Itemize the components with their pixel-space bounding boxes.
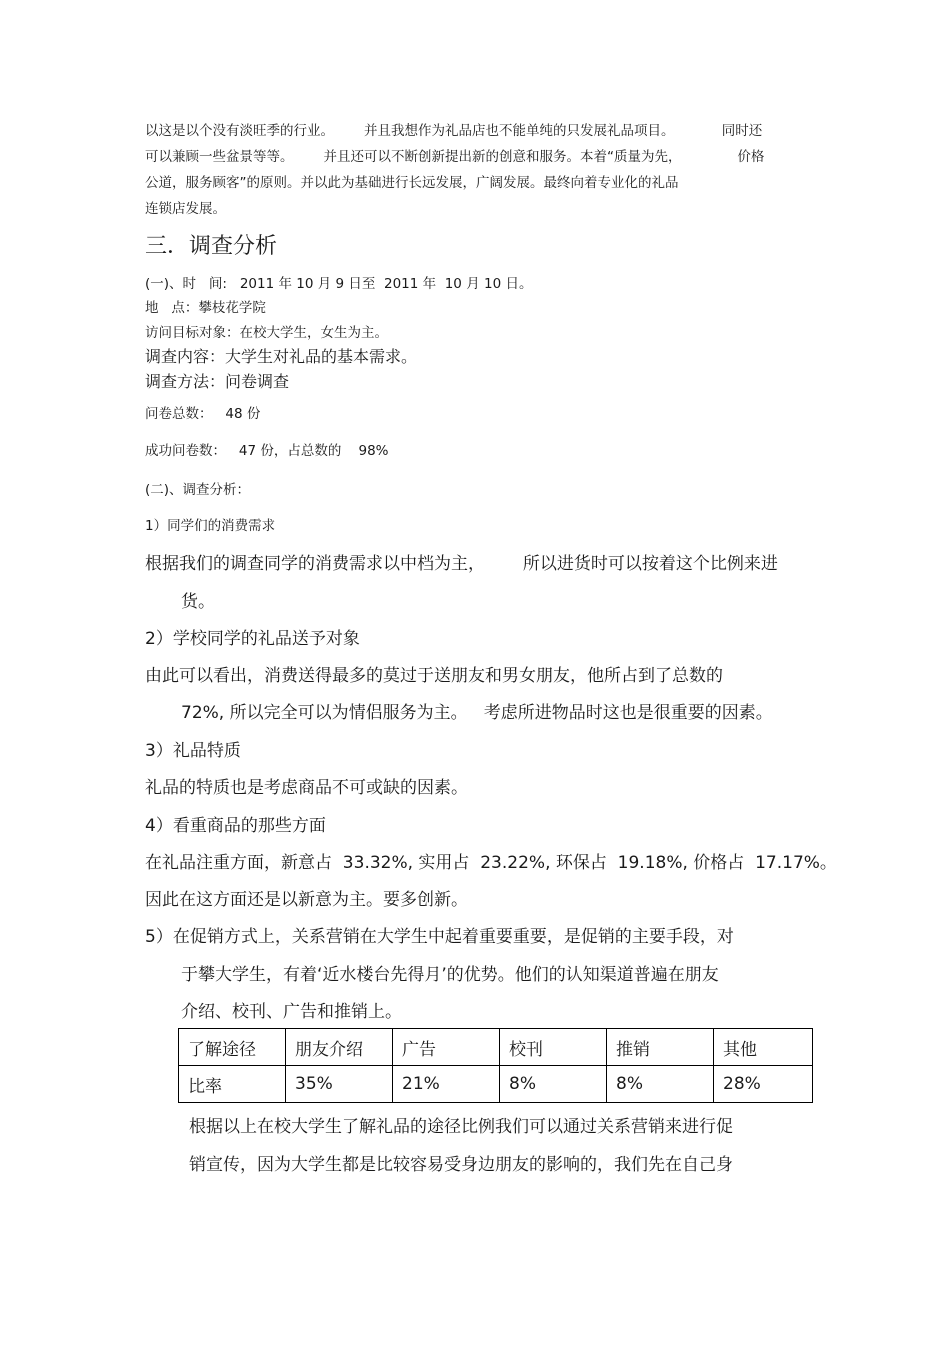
- table-cell: 35%: [286, 1066, 393, 1103]
- table-header-row: [179, 1029, 813, 1066]
- intro-line-1: 以这是以个没有淡旺季的行业。 并且我想作为礼品店也不能单纯的只发展礼品项目。 同时还: [145, 123, 763, 139]
- table-cell: 校刊: [500, 1029, 607, 1066]
- survey-content: 调查内容：大学生对礼品的基本需求。: [145, 347, 418, 366]
- table-row: [179, 1066, 813, 1103]
- item3-heading: 3）礼品特质: [145, 741, 241, 761]
- table-cell: 其他: [714, 1029, 813, 1066]
- table-cell: 比率: [179, 1066, 286, 1103]
- analysis-heading: (二)、调查分析：: [145, 482, 251, 498]
- survey-place: 地 点：攀枝花学院: [145, 300, 266, 316]
- survey-success: 成功问卷数： 47 份，占总数的 98%: [145, 443, 389, 459]
- item1-text-2: 货。: [181, 592, 215, 612]
- item4-text-1: 在礼品注重方面，新意占 33.32%, 实用占 23.22%, 环保占 19.18%, 价格占 17.17%。: [145, 853, 837, 873]
- table-cell: 了解途径: [179, 1029, 286, 1066]
- table-cell: 8%: [607, 1066, 714, 1103]
- survey-target: 访问目标对象：在校大学生，女生为主。: [145, 325, 388, 341]
- survey-total: 问卷总数： 48 份: [145, 406, 261, 422]
- section-heading: 三．调查分析: [145, 234, 278, 259]
- table-cell: 朋友介绍: [286, 1029, 393, 1066]
- item4-heading: 4）看重商品的那些方面: [145, 816, 326, 836]
- table-cell: 21%: [393, 1066, 500, 1103]
- table-cell: 广告: [393, 1029, 500, 1066]
- intro-line-2: 可以兼顾一些盆景等等。 并且还可以不断创新提出新的创意和服务。本着“质量为先， 价格: [145, 149, 765, 165]
- conclusion-line-2: 销宣传，因为大学生都是比较容易受身边朋友的影响的，我们先在自己身: [189, 1155, 733, 1175]
- item3-text: 礼品的特质也是考虑商品不可或缺的因素。: [145, 778, 468, 798]
- survey-time: (一)、时 间: 2011 年 10 月 9 日至 2011 年 10 月 10 日。: [145, 276, 533, 292]
- item4-text-2: 因此在这方面还是以新意为主。要多创新。: [145, 890, 468, 910]
- item2-text-1: 由此可以看出，消费送得最多的莫过于送朋友和男女朋友，他所占到了总数的: [145, 666, 723, 686]
- channel-table: [178, 1028, 813, 1103]
- item5-text-1: 5）在促销方式上，关系营销在大学生中起着重要重要，是促销的主要手段，对: [145, 927, 734, 947]
- intro-line-4: 连锁店发展。: [145, 201, 226, 217]
- item2-text-2: 72%, 所以完全可以为情侣服务为主。 考虑所进物品时这也是很重要的因素。: [181, 703, 773, 723]
- item1-heading: 1）同学们的消费需求: [145, 518, 276, 534]
- item2-heading: 2）学校同学的礼品送予对象: [145, 629, 360, 649]
- item5-text-3: 介绍、校刊、广告和推销上。: [181, 1002, 402, 1022]
- conclusion-line-1: 根据以上在校大学生了解礼品的途径比例我们可以通过关系营销来进行促: [189, 1117, 733, 1137]
- intro-line-3: 公道，服务顾客”的原则。并以此为基础进行长远发展，广阔发展。最终向着专业化的礼品: [145, 175, 679, 191]
- table-cell: 8%: [500, 1066, 607, 1103]
- table-cell: 推销: [607, 1029, 714, 1066]
- table-cell: 28%: [714, 1066, 813, 1103]
- item5-text-2: 于攀大学生，有着‘近水楼台先得月’的优势。他们的认知渠道普遍在朋友: [181, 965, 719, 985]
- survey-method: 调查方法：问卷调查: [145, 372, 290, 391]
- item1-text-1: 根据我们的调查同学的消费需求以中档为主， 所以进货时可以按着这个比例来进: [145, 554, 778, 574]
